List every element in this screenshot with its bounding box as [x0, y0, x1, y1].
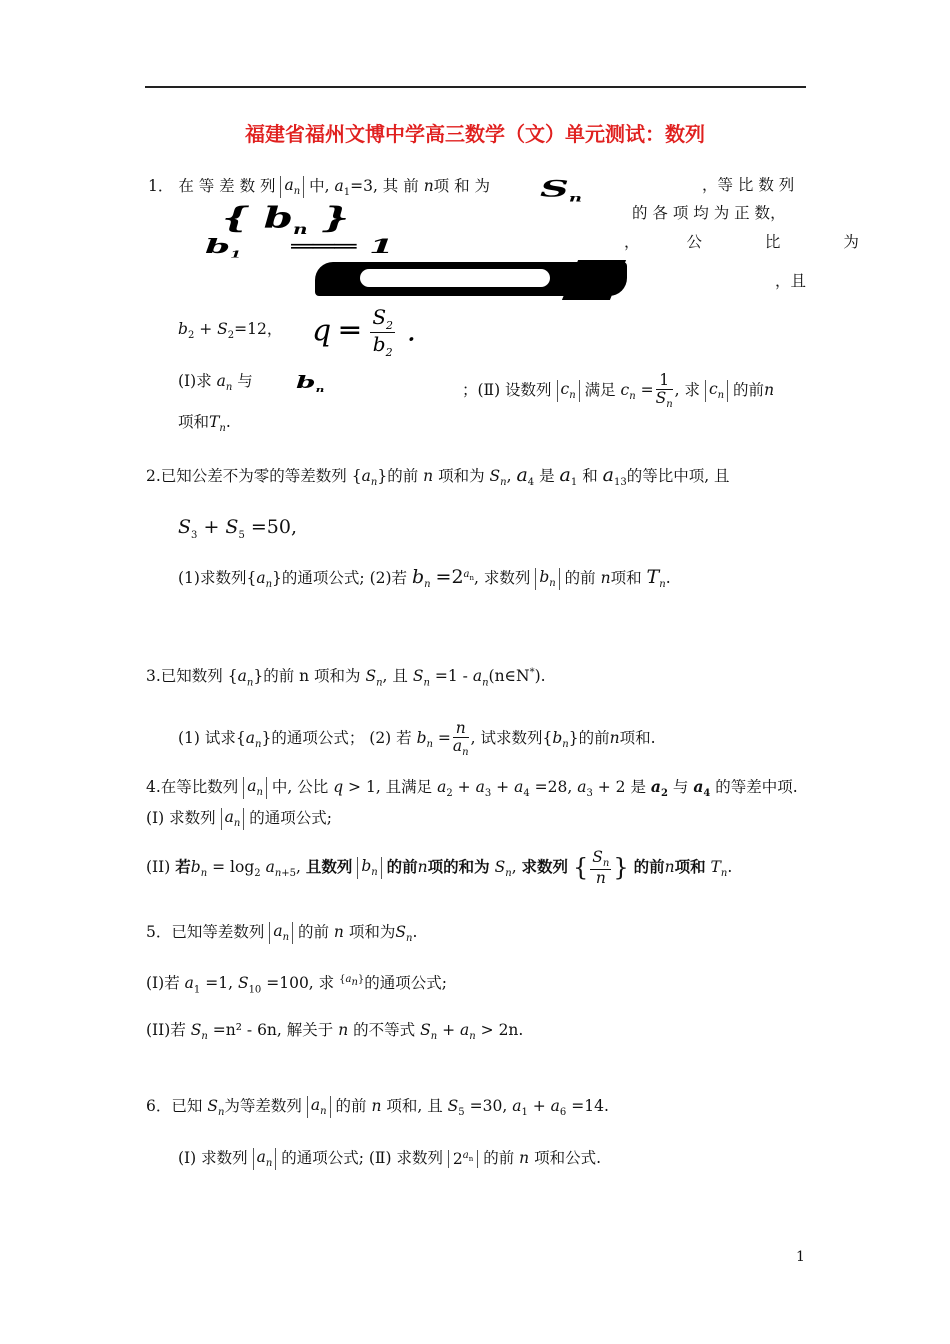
- q1-line2: 的 各 项 均 为 正 数，: [632, 204, 786, 222]
- q1-line1: 1． 在 等 差 数 列 $a_n$ 中, $a_1=3$, 其 前 n项 和 为: [148, 176, 491, 199]
- q3-line1: 3.已知数列 $\{a_n\}$的前 n 项和为 $S_n$, 且 $S_n =1$ - $a_n(n\in N^*)$.: [146, 667, 546, 689]
- q1-b-n-symbol: $b_n$: [296, 372, 325, 394]
- q4-part1: (I) 求数列 $a_n$ 的通项公式;: [146, 808, 332, 830]
- q2-equation: $S_3 + S_5 =50$,: [178, 516, 298, 541]
- q1-line1-end: ，等 比 数 列: [702, 176, 795, 194]
- q5-part1: (I)若 $a_1 =1$, $S_{10} =100$, 求 $^{\{a_n\}}$的通项公式;: [146, 974, 448, 996]
- q3-parts: (1) 试求$\{a_n\}$的通项公式； (2) 若 $b_n$ = $\frac{n}{a_n}$ , 试求数列$\{b_n\}$的前n项和.: [178, 719, 656, 759]
- q1-S-n-symbol: $S_n$: [540, 176, 582, 205]
- page-title: 福建省福州文博中学高三数学（文）单元测试：数列: [245, 122, 705, 146]
- q1-part1: (Ⅰ)求 $a_n$ 与: [178, 372, 253, 394]
- q2-line1: 2.已知公差不为零的等差数列 $\{a_n\}$的前 n 项和为 $S_n$, $a_4$ 是 $a_1$ 和 $a_{13}$的等比中项, 且: [146, 464, 730, 489]
- q1-line4: ，且: [775, 272, 807, 290]
- q5-line1: 5．已知等差数列 $a_n$ 的前 n 项和为$S_n$.: [146, 922, 418, 945]
- q2-parts: (1)求数列$\{a_n\}$的通项公式; (2)若 $b_n =2^{a_n}$, 求数列 $b_n$ 的前 n项和 $T_n$.: [178, 566, 671, 591]
- q1-part2: ；(Ⅱ) 设数列 $c_n$ 满足 $c_n$ = $\frac{1}{S_n}$ , 求 $c_n$ 的前n: [462, 371, 775, 411]
- q4-part2: (II) 若$b_n = \log_2 a_{n+5}$, 且数列 $b_n$ 的前n项的和为 $S_n$, 求数列 { $\frac{S_n}{n}$ } 的前n项和 $T_n$.: [146, 848, 733, 888]
- q6-parts: (Ⅰ) 求数列 $a_n$ 的通项公式; (Ⅱ) 求数列 $2^{a_n}$ 的前 n 项和公式.: [178, 1148, 601, 1170]
- q5-part2: (II)若 $S_n =n^2 - 6n$, 解关于 n 的不等式 $S_n + a_n > 2n$.: [146, 1021, 524, 1043]
- q6-line1: 6．已知 $S_n$为等差数列 $a_n$ 的前 n 项和, 且 $S_5 =30$, $a_1 + a_6 =14$.: [146, 1096, 609, 1119]
- q1-q-equals-s2-over-b2: q ═ $\frac{S_2}{b_2}$ .: [312, 305, 417, 360]
- q1-b-n-set-symbol: { $b_n$ }: [222, 200, 350, 238]
- q1-line3: ， 公 比 为: [624, 233, 859, 251]
- q1-line7: 项和$T_n$.: [178, 413, 231, 435]
- q4-line1: 4.在等比数列 $a_n$ 中, 公比 q > 1, 且满足 $a_2 + a_3 + a_4 =28$, $a_3 + 2$ 是 $a_2$ 与 $a_4$ 的等差中项.: [146, 777, 798, 800]
- q1-b1-equals-1: $b_1$ ═══ 1: [205, 234, 395, 260]
- q1-line5: $b_2 + S_2=12$，: [178, 320, 283, 342]
- page-number: 1: [796, 1249, 805, 1265]
- q1-q-symbol-inner: [360, 269, 550, 287]
- header-rule: [145, 86, 806, 88]
